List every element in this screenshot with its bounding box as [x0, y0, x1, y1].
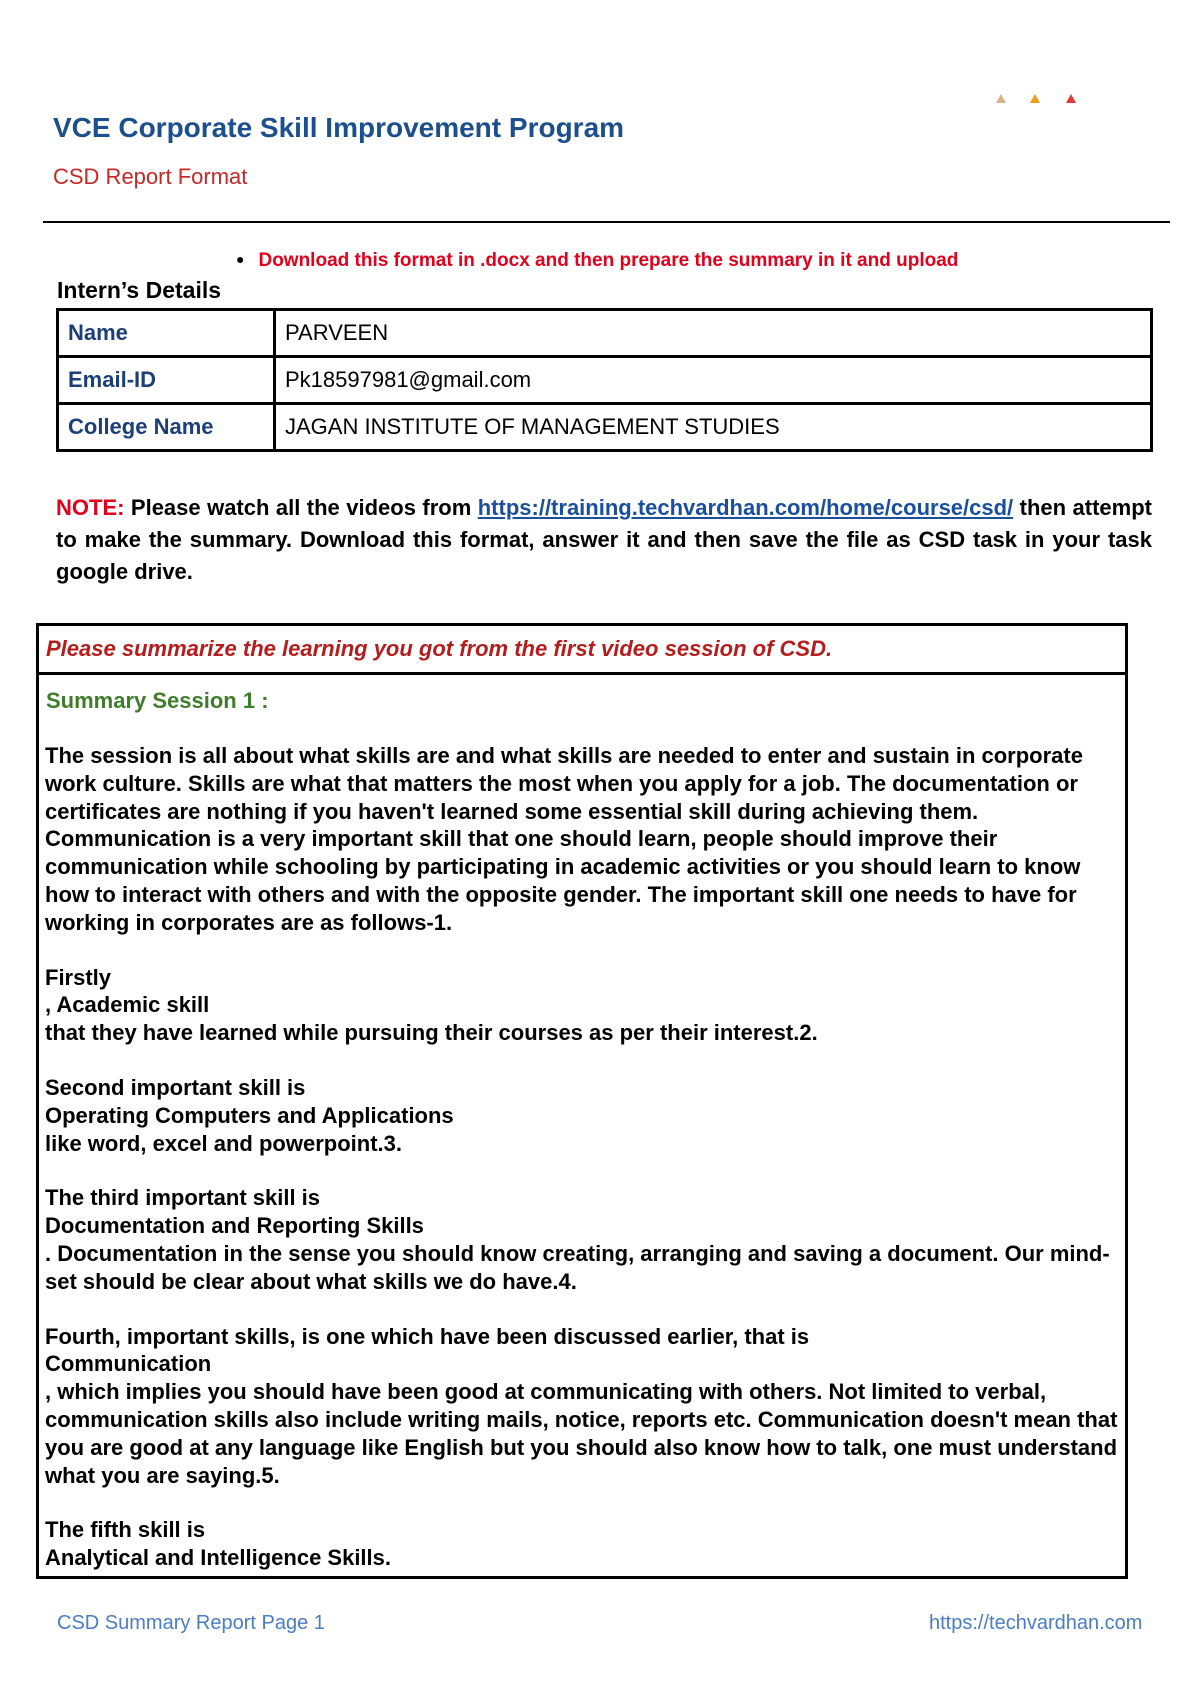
- details-row-email: [58, 357, 1152, 404]
- note-text-end: then attempt to make the summary. Download this format, answer it and then save the file as CSD task in your task google drive.: [56, 495, 1152, 584]
- email-label: Email-ID: [58, 357, 275, 404]
- name-label: Name: [58, 310, 275, 357]
- footer-page-label: CSD Summary Report Page 1: [57, 1612, 325, 1634]
- summary-paragraph: Second important skill is Operating Computers and Applications like word, excel and powerpoint.3.: [45, 1074, 454, 1156]
- details-row-college: [58, 404, 1152, 451]
- college-value: JAGAN INSTITUTE OF MANAGEMENT STUDIES: [275, 404, 1152, 451]
- note-label: NOTE:: [56, 495, 125, 520]
- bullet-icon: ●: [236, 251, 245, 267]
- summary-paragraph: The third important skill is Documentation and Reporting Skills . Documentation in the sense you should know creating, arranging and saving a document. Our mind-set should be clear about what skills we do have.4.: [45, 1185, 1110, 1294]
- interns-details-table: [56, 308, 1153, 452]
- instruction-text: Download this format in .docx and then prepare the summary in it and upload: [258, 250, 959, 271]
- summary-body: [45, 742, 1120, 1572]
- college-label: College Name: [58, 404, 275, 451]
- email-value: Pk18597981@gmail.com: [275, 357, 1152, 404]
- brand-logo-marks: [996, 92, 1082, 104]
- interns-details-heading: Intern’s Details: [57, 277, 222, 303]
- summary-paragraph: Firstly , Academic skill that they have learned while pursuing their courses as per their interest.2.: [45, 964, 818, 1046]
- instruction-bullet: [236, 250, 958, 272]
- summary-paragraph: The fifth skill is Analytical and Intelligence Skills.: [45, 1517, 392, 1571]
- logo-triangle-2: [1030, 94, 1040, 103]
- note-text-start: Please watch all the videos from: [130, 495, 472, 520]
- footer-website: https://techvardhan.com: [929, 1612, 1143, 1634]
- details-row-name: [58, 310, 1152, 357]
- summary-divider: [36, 672, 1128, 675]
- logo-triangle-1: [996, 94, 1006, 103]
- summary-paragraph: The session is all about what skills are and what skills are needed to enter and sustain in corporate work culture. Skills are what that matters the most when you apply for a job. The documentation or certificates are nothing if you haven't learned some essential skill during achieving them. Communication is a very important skill that one should learn, people should improve their communication while schooling by participating in academic activities or you should learn to know how to interact with others and with the opposite gender. The important skill one needs to have for working in corporates are as follows-1.: [45, 743, 1083, 935]
- logo-triangle-3: [1066, 94, 1076, 103]
- summary-heading: Summary Session 1 :: [46, 688, 269, 713]
- header-divider: [43, 221, 1170, 223]
- course-link[interactable]: https://training.techvardhan.com/home/course/csd/: [477, 495, 1014, 520]
- document-title: VCE Corporate Skill Improvement Program: [53, 112, 625, 143]
- summary-paragraph: Fourth, important skills, is one which have been discussed earlier, that is Communication , which implies you should have been good at communicating with others. Not limited to verbal, communication skills also include writing mails, notice, reports etc. Communication doesn't mean that you are good at any language like English but you should also know how to talk, one must understand what you are saying.5.: [45, 1323, 1118, 1488]
- document-subtitle: CSD Report Format: [53, 164, 248, 189]
- summary-prompt: Please summarize the learning you got from the first video session of CSD.: [46, 636, 833, 661]
- note-paragraph: [56, 492, 1152, 588]
- name-value: PARVEEN: [275, 310, 1152, 357]
